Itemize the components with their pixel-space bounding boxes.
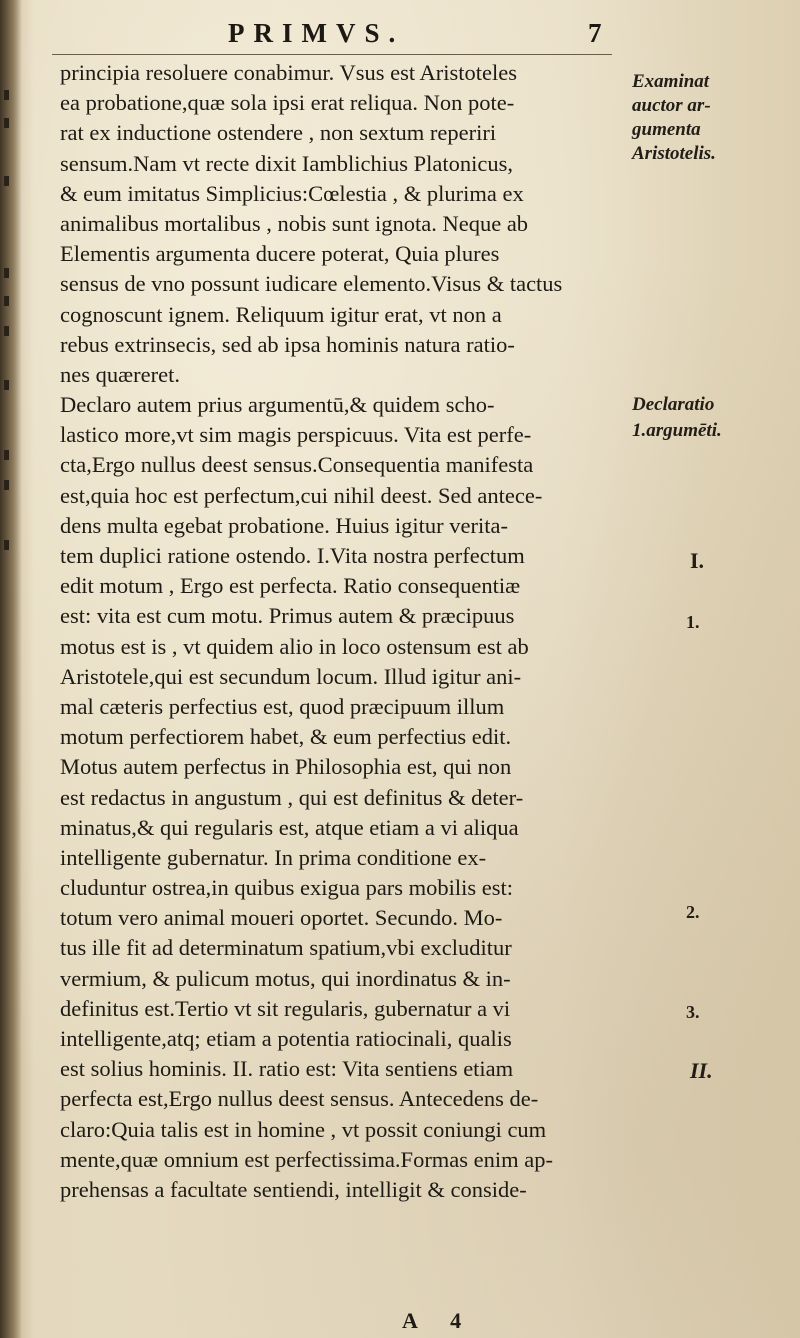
marginal-numeral: I.	[690, 548, 705, 573]
binding-thread-mark	[4, 118, 9, 128]
body-line: vermium, & pulicum motus, qui inordinatus & in-	[60, 965, 511, 991]
body-line: sensus de vno possunt iudicare elemento.Visus & tactus	[60, 271, 563, 297]
marginal-note-line: auctor ar-	[632, 95, 711, 116]
binding-thread-mark	[4, 380, 9, 390]
body-line: motum perfectiorem habet, & eum perfectius edit.	[60, 724, 512, 750]
body-line: claro:Quia talis est in homine , vt possit coniungi cum	[60, 1116, 547, 1142]
marginal-note-line: Aristotelis.	[632, 143, 716, 164]
body-line: tus ille fit ad determinatum spatium,vbi excluditur	[60, 935, 512, 961]
body-line: prehensas a facultate sentiendi, intelligit & conside-	[60, 1176, 527, 1202]
body-line: edit motum , Ergo est perfecta. Ratio consequentiæ	[60, 573, 521, 599]
book-spine-shadow	[0, 0, 22, 1338]
body-line: cognoscunt ignem. Reliquum igitur erat, vt non a	[60, 301, 502, 327]
running-head: PRIMVS.	[228, 18, 405, 48]
binding-thread-mark	[4, 450, 9, 460]
body-line: motus est is , vt quidem alio in loco ostensum est ab	[60, 633, 529, 659]
marginal-numeral: II.	[690, 1058, 713, 1083]
binding-thread-mark	[4, 326, 9, 336]
header-rule	[52, 54, 612, 55]
binding-thread-mark	[4, 540, 9, 550]
body-line: ea probatione,quæ sola ipsi erat reliqua. Non pote-	[60, 90, 515, 116]
body-line: mente,quæ omnium est perfectissima.Formas enim ap-	[60, 1146, 554, 1172]
binding-thread-mark	[4, 90, 9, 100]
marginal-note-line: 1.argumēti.	[632, 420, 722, 441]
body-line: Declaro autem prius argumentū,& quidem scho-	[60, 392, 495, 418]
body-line: tem duplici ratione ostendo. I.Vita nostra perfectum	[60, 543, 525, 568]
body-line: est,quia hoc est perfectum,cui nihil deest. Sed antece-	[60, 482, 543, 508]
body-line: dens multa egebat probatione. Huius igitur verita-	[60, 512, 509, 538]
body-line: animalibus mortalibus , nobis sunt ignota. Neque ab	[60, 210, 529, 236]
marginal-numeral: 2.	[686, 902, 700, 922]
marginal-note-examinat	[632, 70, 782, 166]
body-line: Aristotele,qui est secundum locum. Illud igitur ani-	[60, 663, 522, 689]
body-line: intelligente,atq; etiam a potentia ratiocinali, qualis	[60, 1026, 512, 1051]
body-line: cluduntur ostrea,in quibus exigua pars mobilis est:	[60, 875, 514, 901]
body-line: rebus extrinsecis, sed ab ipsa hominis natura ratio-	[60, 331, 515, 357]
body-line: definitus est.Tertio vt sit regularis, gubernatur a vi	[60, 995, 511, 1021]
binding-thread-mark	[4, 268, 9, 278]
marginal-numeral: 3.	[686, 1002, 700, 1022]
body-line: perfecta est,Ergo nullus deest sensus. Antecedens de-	[60, 1086, 539, 1112]
marginal-note-line: Examinat	[632, 71, 710, 92]
body-line: sensum.Nam vt recte dixit Iamblichius Platonicus,	[60, 150, 514, 176]
body-line: est: vita est cum motu. Primus autem & præcipuus	[60, 603, 515, 629]
body-line: mal cæteris perfectius est, quod præcipuum illum	[60, 693, 505, 719]
body-line: cta,Ergo nullus deest sensus.Consequentia manifesta	[60, 452, 534, 478]
body-line: Elementis argumenta ducere poterat, Quia plures	[60, 241, 500, 267]
body-line: & eum imitatus Simplicius:Cœlestia , & plurima ex	[60, 180, 524, 206]
marginal-numeral: 1.	[686, 612, 700, 632]
body-line: minatus,& qui regularis est, atque etiam a vi aliqua	[60, 814, 519, 840]
body-line: est solius hominis. II. ratio est: Vita sentiens etiam	[60, 1056, 514, 1082]
marginal-note-declaratio	[632, 392, 792, 444]
body-line: rat ex inductione ostendere , non sextum reperiri	[60, 120, 497, 146]
binding-thread-mark	[4, 480, 9, 490]
body-line: intelligente gubernatur. In prima conditione ex-	[60, 844, 487, 870]
body-line: principia resoluere conabimur. Vsus est Aristoteles	[60, 60, 517, 85]
body-text	[60, 58, 620, 1205]
body-line: est redactus in angustum , qui est definitus & deter-	[60, 784, 524, 810]
binding-thread-mark	[4, 296, 9, 306]
page-number: 7	[588, 18, 602, 48]
body-line: Motus autem perfectus in Philosophia est, qui non	[60, 754, 512, 780]
body-line: nes quæreret.	[60, 361, 180, 387]
marginal-note-line: gumenta	[632, 119, 701, 140]
body-line: totum vero animal moueri oportet. Secundo. Mo-	[60, 905, 503, 931]
body-line: lastico more,vt sim magis perspicuus. Vita est perfe-	[60, 422, 532, 448]
binding-thread-mark	[4, 176, 9, 186]
marginal-note-line: Declaratio	[632, 394, 715, 415]
signature-mark: A 4	[402, 1308, 476, 1333]
